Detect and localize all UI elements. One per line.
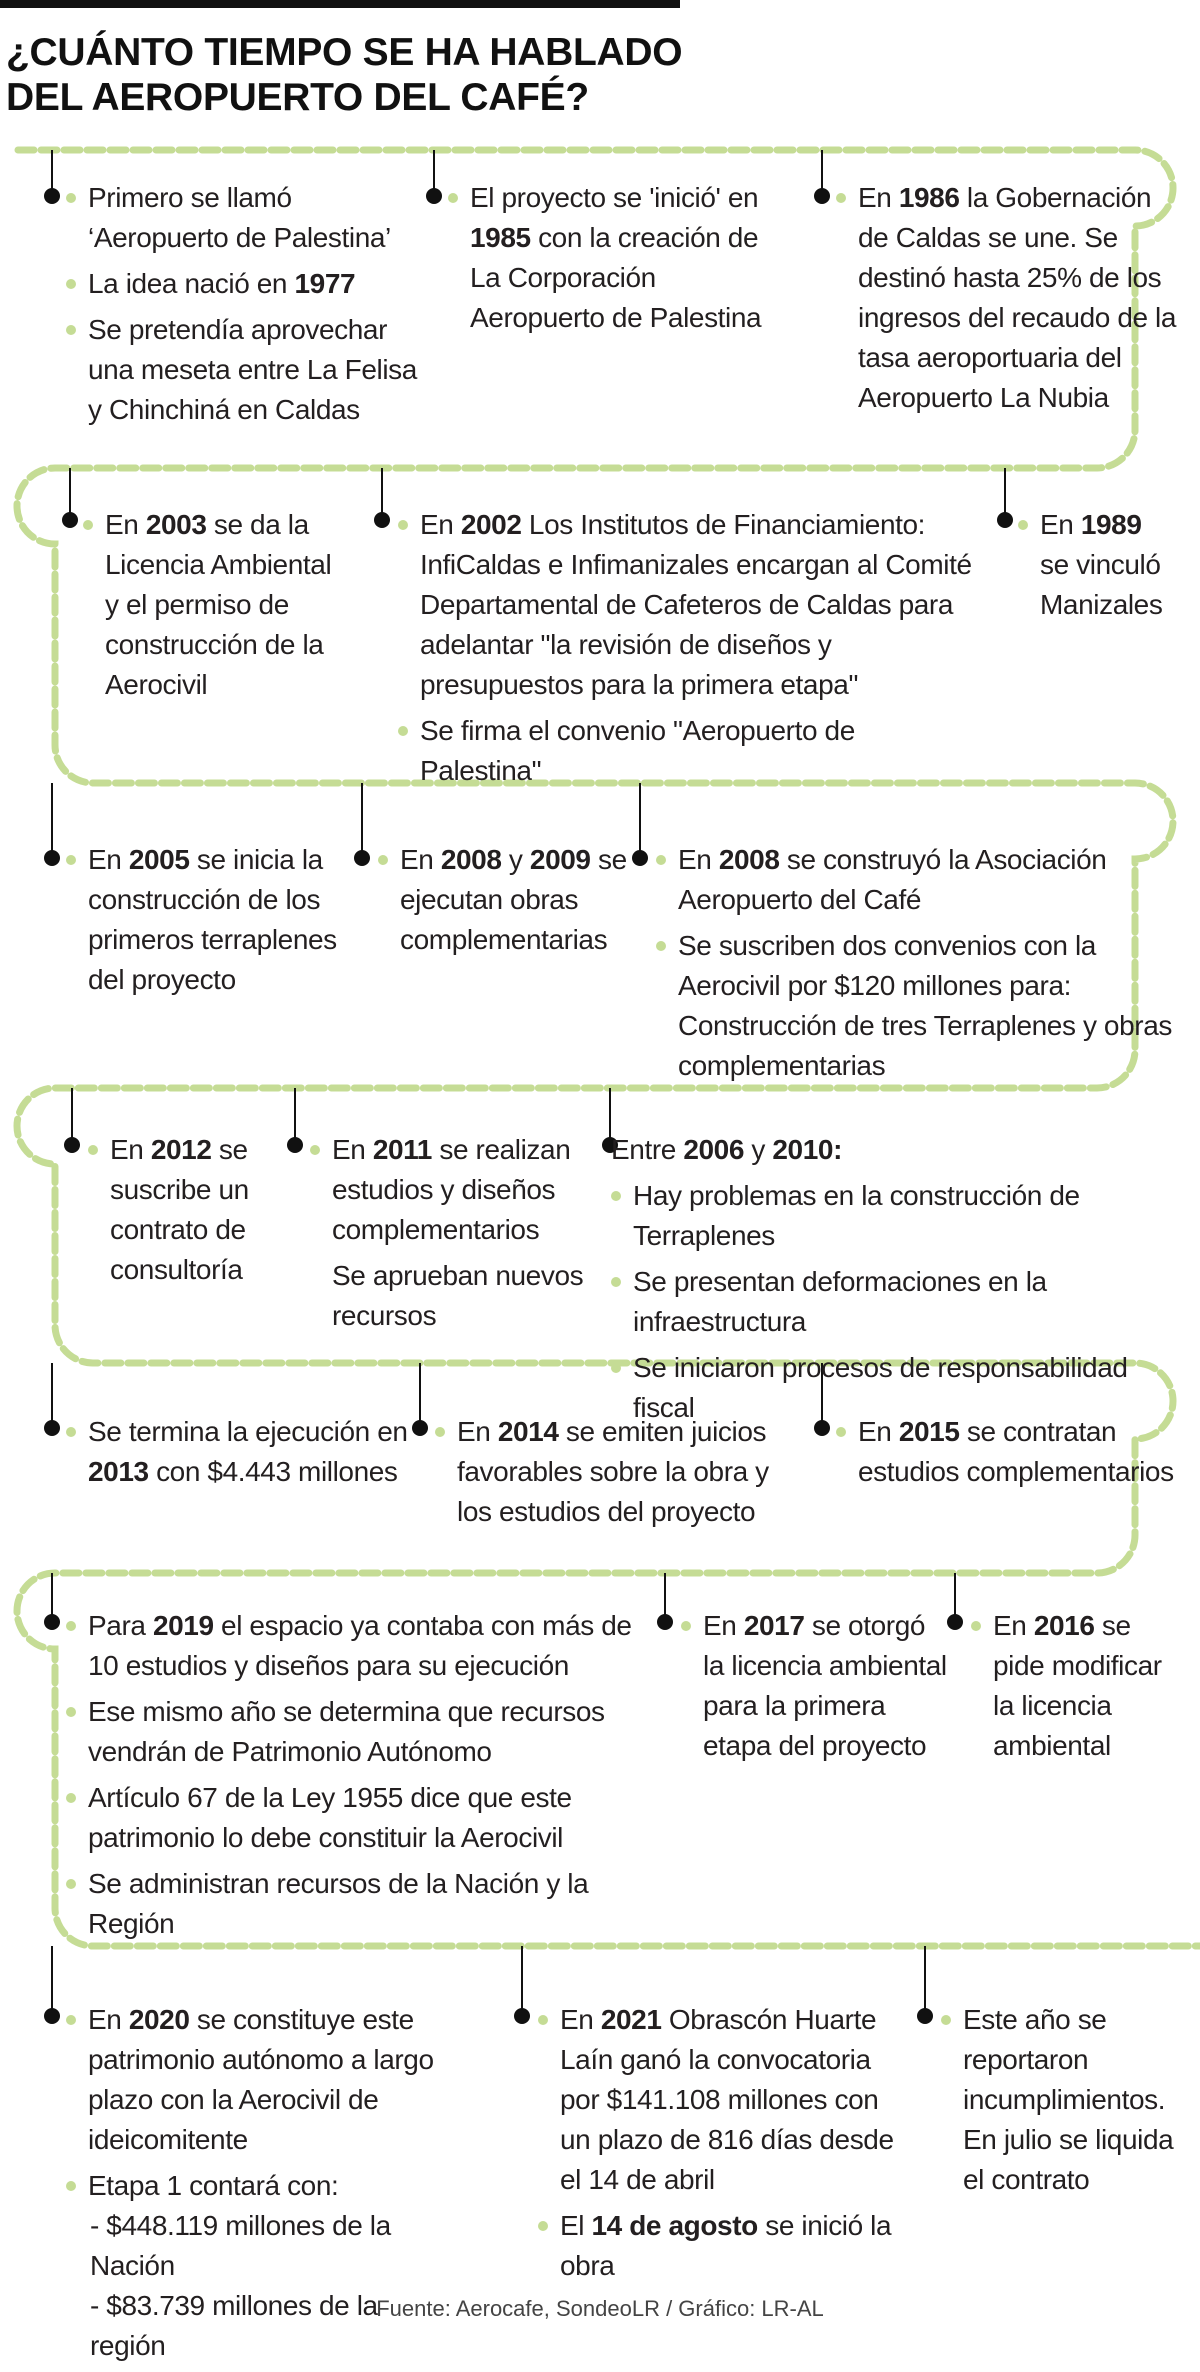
event-text: Se administran recursos de la Nación y la Región bbox=[88, 1868, 589, 1939]
title-line-1: ¿CUÁNTO TIEMPO SE HA HABLADO bbox=[6, 31, 683, 74]
event-text: El bbox=[560, 2210, 592, 2241]
event-text: En bbox=[88, 844, 129, 875]
event-text: Se aprueban nuevos recursos bbox=[332, 1260, 584, 1331]
source-credit: Fuente: Aerocafe, SondeoLR / Gráfico: LR-AL bbox=[376, 2296, 824, 2321]
event-text: Se firma el convenio "Aeropuerto de Palestina" bbox=[420, 715, 855, 786]
pin-dot bbox=[997, 512, 1013, 528]
event-text: Hay problemas en la construcción de Terraplenes bbox=[633, 1180, 1080, 1251]
event-bullet bbox=[332, 1130, 592, 1250]
highlight-text: 2009 bbox=[529, 844, 591, 875]
highlight-text: 2015 bbox=[898, 1416, 960, 1447]
event-bullet bbox=[993, 1606, 1183, 1766]
highlight-text: 1977 bbox=[294, 268, 356, 299]
highlight-text: 2005 bbox=[128, 844, 190, 875]
event-text: se realizan estudios y diseños complementarios bbox=[332, 1134, 571, 1245]
title-line-2: DEL AEROPUERTO DEL CAFÉ? bbox=[6, 76, 589, 119]
event-bullet bbox=[88, 2166, 458, 2366]
event-text: En bbox=[993, 1610, 1034, 1641]
event-bullet bbox=[88, 2000, 458, 2160]
pin-dot bbox=[374, 512, 390, 528]
event-2012 bbox=[110, 1130, 280, 1296]
event-ultimo bbox=[963, 2000, 1183, 2206]
event-2019 bbox=[88, 1606, 648, 1950]
event-line bbox=[332, 1256, 592, 1336]
highlight-text: 1986 bbox=[898, 182, 960, 213]
event-bullet bbox=[560, 2206, 900, 2286]
event-bullet bbox=[560, 2000, 900, 2200]
event-2015 bbox=[858, 1412, 1178, 1498]
event-bullet bbox=[470, 178, 770, 338]
event-text: Primero se llamó bbox=[88, 182, 292, 213]
event-text: se contratan estudios complementarios bbox=[858, 1416, 1174, 1487]
event-bullet bbox=[633, 1262, 1193, 1342]
event-2003 bbox=[105, 505, 345, 711]
event-text: con $4.443 millones bbox=[148, 1456, 398, 1487]
highlight-text: 2006 bbox=[683, 1134, 745, 1165]
event-text: En bbox=[703, 1610, 744, 1641]
event-text: se constituye este patrimonio autónomo a largo plazo con la Aerocivil de ideicomitente bbox=[88, 2004, 434, 2155]
event-text: la Gobernación de Caldas se une. Se destinó hasta 25% de los ingresos del recaudo de la tasa aeroportuaria del Aeropuerto La Nubia bbox=[858, 182, 1177, 413]
highlight-text: 2002 bbox=[460, 509, 522, 540]
highlight-text: 2021 bbox=[600, 2004, 662, 2035]
highlight-text: 14 de agosto bbox=[591, 2210, 758, 2241]
highlight-text: 2017 bbox=[743, 1610, 805, 1641]
highlight-text: 2020 bbox=[128, 2004, 190, 2035]
event-bullet bbox=[963, 2000, 1183, 2200]
pin-dot bbox=[514, 2008, 530, 2024]
event-text: se inicia la construcción de los primeros terraplenes del proyecto bbox=[88, 844, 337, 995]
highlight-text: 2019 bbox=[152, 1610, 214, 1641]
highlight-text: 2014 bbox=[497, 1416, 559, 1447]
event-text: Entre bbox=[611, 1134, 684, 1165]
event-text: En bbox=[105, 509, 146, 540]
event-text: En bbox=[88, 2004, 129, 2035]
event-2002 bbox=[420, 505, 980, 797]
pin-dot bbox=[44, 1614, 60, 1630]
event-bullet bbox=[703, 1606, 953, 1766]
pin-dot bbox=[44, 1420, 60, 1436]
event-bullet bbox=[420, 505, 980, 705]
event-text: En bbox=[858, 1416, 899, 1447]
event-1986 bbox=[858, 178, 1178, 424]
event-1989 bbox=[1040, 505, 1170, 631]
event-text: En bbox=[678, 844, 719, 875]
event-text: ‘Aeropuerto de Palestina’ bbox=[88, 222, 391, 253]
highlight-text: 2012 bbox=[150, 1134, 212, 1165]
event-bullet bbox=[678, 840, 1178, 920]
event-text: Se presentan deformaciones en la infraestructura bbox=[633, 1266, 1047, 1337]
event-text: Se suscriben dos convenios con la Aerocivil por $120 millones para: Construcción de tres Terraplenes y obras complementarias bbox=[678, 930, 1172, 1081]
event-bullet bbox=[88, 1864, 648, 1944]
pin-dot bbox=[44, 2008, 60, 2024]
event-2008-2009 bbox=[400, 840, 630, 966]
event-2017 bbox=[703, 1606, 953, 1772]
highlight-text: 2008 bbox=[718, 844, 780, 875]
highlight-text: 2011 bbox=[372, 1134, 432, 1165]
event-text: En bbox=[858, 182, 899, 213]
event-bullet bbox=[88, 1778, 648, 1858]
event-bullet bbox=[105, 505, 345, 705]
event-intro bbox=[611, 1130, 1193, 1170]
event-text: y bbox=[744, 1134, 773, 1165]
event-text: Ese mismo año se determina que recursos vendrán de Patrimonio Autónomo bbox=[88, 1696, 605, 1767]
event-2014 bbox=[457, 1412, 787, 1538]
event-text: Se termina la ejecución en bbox=[88, 1416, 408, 1447]
event-text: con la creación de La Corporación Aeropuerto de Palestina bbox=[470, 222, 762, 333]
pin-dot bbox=[917, 2008, 933, 2024]
event-bullet bbox=[858, 178, 1178, 418]
event-text: Este año se reportaron incumplimientos. En julio se liquida el contrato bbox=[963, 2004, 1174, 2195]
pin-dot bbox=[632, 850, 648, 866]
event-text: se inició la obra bbox=[560, 2210, 892, 2281]
pin-dot bbox=[657, 1614, 673, 1630]
event-text: Se pretendía aprovechar una meseta entre La Felisa y Chinchiná en Caldas bbox=[88, 314, 417, 425]
event-2005 bbox=[88, 840, 368, 1006]
event-text: Los Institutos de Financiamiento: InfiCaldas e Infimanizales encargan al Comité Departamental de Cafeteros de Caldas para adelantar "la revisión de diseños y presupuestos para la primera etapa" bbox=[420, 509, 972, 700]
event-bullet bbox=[400, 840, 630, 960]
highlight-text: 2013 bbox=[88, 1456, 149, 1487]
event-text: se pide modificar la licencia ambiental bbox=[993, 1610, 1162, 1761]
event-bullet bbox=[88, 1606, 648, 1686]
event-bullet bbox=[110, 1130, 280, 1290]
highlight-text: 1985 bbox=[470, 222, 531, 253]
pin-dot bbox=[64, 1137, 80, 1153]
event-1985 bbox=[470, 178, 770, 344]
event-2011 bbox=[332, 1130, 592, 1336]
event-text: En bbox=[560, 2004, 601, 2035]
event-bullet bbox=[1040, 505, 1170, 625]
event-text: Se iniciaron procesos de responsabilidad fiscal bbox=[633, 1352, 1128, 1423]
event-text: Etapa 1 contará con: bbox=[88, 2170, 339, 2201]
pin-dot bbox=[426, 188, 442, 204]
event-text: se suscribe un contrato de consultoría bbox=[110, 1134, 249, 1285]
event-text: En bbox=[1040, 509, 1081, 540]
event-bullet bbox=[88, 840, 368, 1000]
event-bullet bbox=[678, 926, 1178, 1086]
event-text: se construyó la Asociación Aeropuerto del Café bbox=[678, 844, 1107, 915]
event-text: Para bbox=[88, 1610, 153, 1641]
event-text: En bbox=[420, 509, 461, 540]
pin-dot bbox=[44, 188, 60, 204]
event-bullet bbox=[88, 178, 418, 258]
event-2016 bbox=[993, 1606, 1183, 1772]
event-text: se emiten juicios favorables sobre la obra y los estudios del proyecto bbox=[457, 1416, 769, 1527]
event-text: se da la Licencia Ambiental y el permiso de construcción de la Aerocivil bbox=[105, 509, 332, 700]
event-text: se ejecutan obras complementarias bbox=[400, 844, 627, 955]
event-2013 bbox=[88, 1412, 418, 1498]
event-text: y bbox=[501, 844, 530, 875]
event-text: La idea nació en bbox=[88, 268, 295, 299]
event-1977 bbox=[88, 178, 418, 436]
pin-dot bbox=[287, 1137, 303, 1153]
highlight-text: 2016 bbox=[1033, 1610, 1095, 1641]
highlight-text: 2003 bbox=[145, 509, 207, 540]
event-subline: - $83.739 millones de la región bbox=[90, 2290, 378, 2361]
highlight-text: 1989 bbox=[1080, 509, 1142, 540]
event-bullet bbox=[457, 1412, 787, 1532]
highlight-text: 2010: bbox=[772, 1134, 842, 1165]
event-2006-2010 bbox=[611, 1130, 1193, 1434]
pin-dot bbox=[44, 850, 60, 866]
pin-dot bbox=[814, 188, 830, 204]
event-text: En bbox=[332, 1134, 373, 1165]
event-2021 bbox=[560, 2000, 900, 2292]
event-text: El proyecto se 'inició' en bbox=[470, 182, 759, 213]
event-bullet bbox=[88, 1692, 648, 1772]
event-2008 bbox=[678, 840, 1178, 1092]
event-bullet bbox=[633, 1176, 1193, 1256]
event-bullet bbox=[88, 1412, 418, 1492]
event-bullet bbox=[420, 711, 980, 791]
event-text: En bbox=[110, 1134, 151, 1165]
event-bullet bbox=[858, 1412, 1178, 1492]
event-text: se otorgó la licencia ambiental para la primera etapa del proyecto bbox=[703, 1610, 947, 1761]
event-text: se vinculó Manizales bbox=[1040, 549, 1163, 620]
event-subline: - $448.119 millones de la Nación bbox=[90, 2210, 391, 2281]
event-text: el espacio ya contaba con más de 10 estudios y diseños para su ejecución bbox=[88, 1610, 632, 1681]
event-text: En bbox=[400, 844, 441, 875]
pin-dot bbox=[62, 512, 78, 528]
event-bullet bbox=[88, 264, 418, 304]
event-text: En bbox=[457, 1416, 498, 1447]
event-text: Artículo 67 de la Ley 1955 dice que este patrimonio lo debe constituir la Aerocivil bbox=[88, 1782, 572, 1853]
event-bullet bbox=[88, 310, 418, 430]
event-text: Obrascón Huarte Laín ganó la convocatoria por $141.108 millones con un plazo de 816 días desde el 14 de abril bbox=[560, 2004, 894, 2195]
highlight-text: 2008 bbox=[440, 844, 502, 875]
